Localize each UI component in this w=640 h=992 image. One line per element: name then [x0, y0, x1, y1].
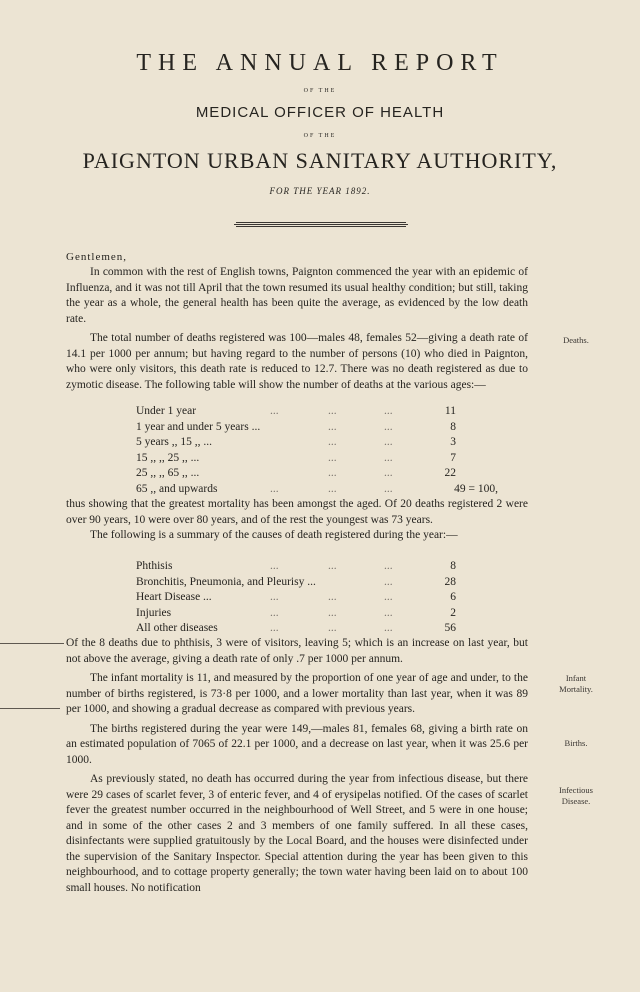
body-text — [66, 497, 528, 544]
table-row: Under 1 year ... ... ... 11 — [136, 405, 456, 417]
table-row: Heart Disease ... ... ... ... 6 — [136, 591, 456, 603]
margin-mark — [0, 643, 64, 644]
margin-note-births: Births. — [564, 738, 588, 748]
paragraph-births: The births registered during the year were 149,—males 81, females 68, giving a birth rate on an estimated population of 7065 of 22.1 per 1000, and a decrease on last year, when it was 25.6 per 1000. — [66, 722, 528, 766]
paragraph-summary: The following is a summary of the causes of death registered during the year:— — [90, 529, 458, 541]
paragraph-infectious: As previously stated, no death has occurred during the year from infectious disease, but there were 29 cases of scarlet fever, 3 of enteric fever, and 4 of erysipelas notified. Of the cases of scarlet fever the greatest number occurred in the neighbourhood of Well Street, and 5 were in one house; and in some of the other cases 2 and 3 members of one family suffered. In all these cases, disinfectants were supplied gratuitously by the Local Board, and the houses were disinfected under the supervision of the Sanitary Inspector. Special attention during the year has been given to this neighbourhood, and to cottage property generally; the town water having been laid on to about 100 small houses. No notification — [66, 773, 528, 894]
divider-rule — [234, 224, 408, 225]
margin-note-infectious: Infectious Disease. — [559, 785, 593, 806]
table-row: Bronchitis, Pneumonia, and Pleurisy ... ... 28 — [136, 575, 456, 588]
table-row: Injuries ... ... ... 2 — [136, 606, 456, 619]
of-the-label: OF THE — [303, 88, 337, 94]
officer-title: MEDICAL OFFICER OF HEALTH — [195, 104, 445, 121]
table-row: 15 ,, ,, 25 ,, ... ... ... 7 — [136, 451, 456, 464]
paragraph-infant-mortality: The infant mortality is 11, and measured by the proportion of one year of age and under, to the number of births registered, is 73·8 per 1000, and a lower mortality than last year, when it was 89 per 1000, and showing a gradual decrease as compared with previous years. — [66, 672, 528, 715]
margin-note-infant: Infant Mortality. — [559, 673, 593, 694]
greeting: Gentlemen, — [66, 251, 128, 263]
margin-mark — [0, 708, 60, 709]
of-the-label: OF THE — [303, 133, 337, 139]
table-row: 5 years ,, 15 ,, ... ... ... 3 — [136, 436, 456, 448]
age-table — [136, 404, 498, 497]
divider-rule — [236, 222, 406, 223]
paragraph-influenza: In common with the rest of English towns, Paignton commenced the year with an epidemic of Influenza, and it was not till April that the town resumed its usual healthy condition; but still, taking the year as a whole, the general health has been quite the average, as evidenced by the low death rate. — [66, 266, 528, 325]
divider-rule — [236, 226, 406, 227]
paragraph-aged: thus showing that the greatest mortality has been amongst the aged. Of 20 deaths registered 2 were over 90 years, 10 were over 80 years, and of the rest the youngest was 73 years. — [66, 498, 528, 526]
body-text — [66, 265, 528, 393]
authority-title: PAIGNTON URBAN SANITARY AUTHORITY, — [82, 148, 558, 173]
table-row: 65 ,, and upwards ... ... ... 49 = 100, — [136, 482, 498, 495]
report-title: THE ANNUAL REPORT — [136, 50, 504, 76]
report-year: FOR THE YEAR 1892. — [269, 186, 371, 196]
table-row: All other diseases ... ... ... 56 — [136, 622, 456, 634]
paragraph-phthisis: Of the 8 deaths due to phthisis, 3 were of visitors, leaving 5; which is an increase on last year, but not above the average, giving a death rate of only .7 per 1000 per annum. — [66, 637, 528, 665]
causes-table — [136, 559, 466, 637]
table-row: 1 year and under 5 years ... ... ... 8 — [136, 420, 456, 433]
table-row: Phthisis ... ... ... 8 — [136, 560, 456, 572]
table-row: 25 ,, ,, 65 ,, ... ... ... 22 — [136, 467, 456, 479]
paragraph-deaths: The total number of deaths registered was 100—males 48, females 52—giving a death rate of 14.1 per 1000 per annum; but having regard to the number of persons (10) who died in Paignton, who were only visitors, this death rate is reduced to 12.7. There was no death registered as due to zymotic disease. The following table will show the number of deaths at the various ages:— — [66, 332, 528, 391]
body-text — [66, 636, 528, 896]
margin-note-deaths: Deaths. — [563, 335, 589, 345]
